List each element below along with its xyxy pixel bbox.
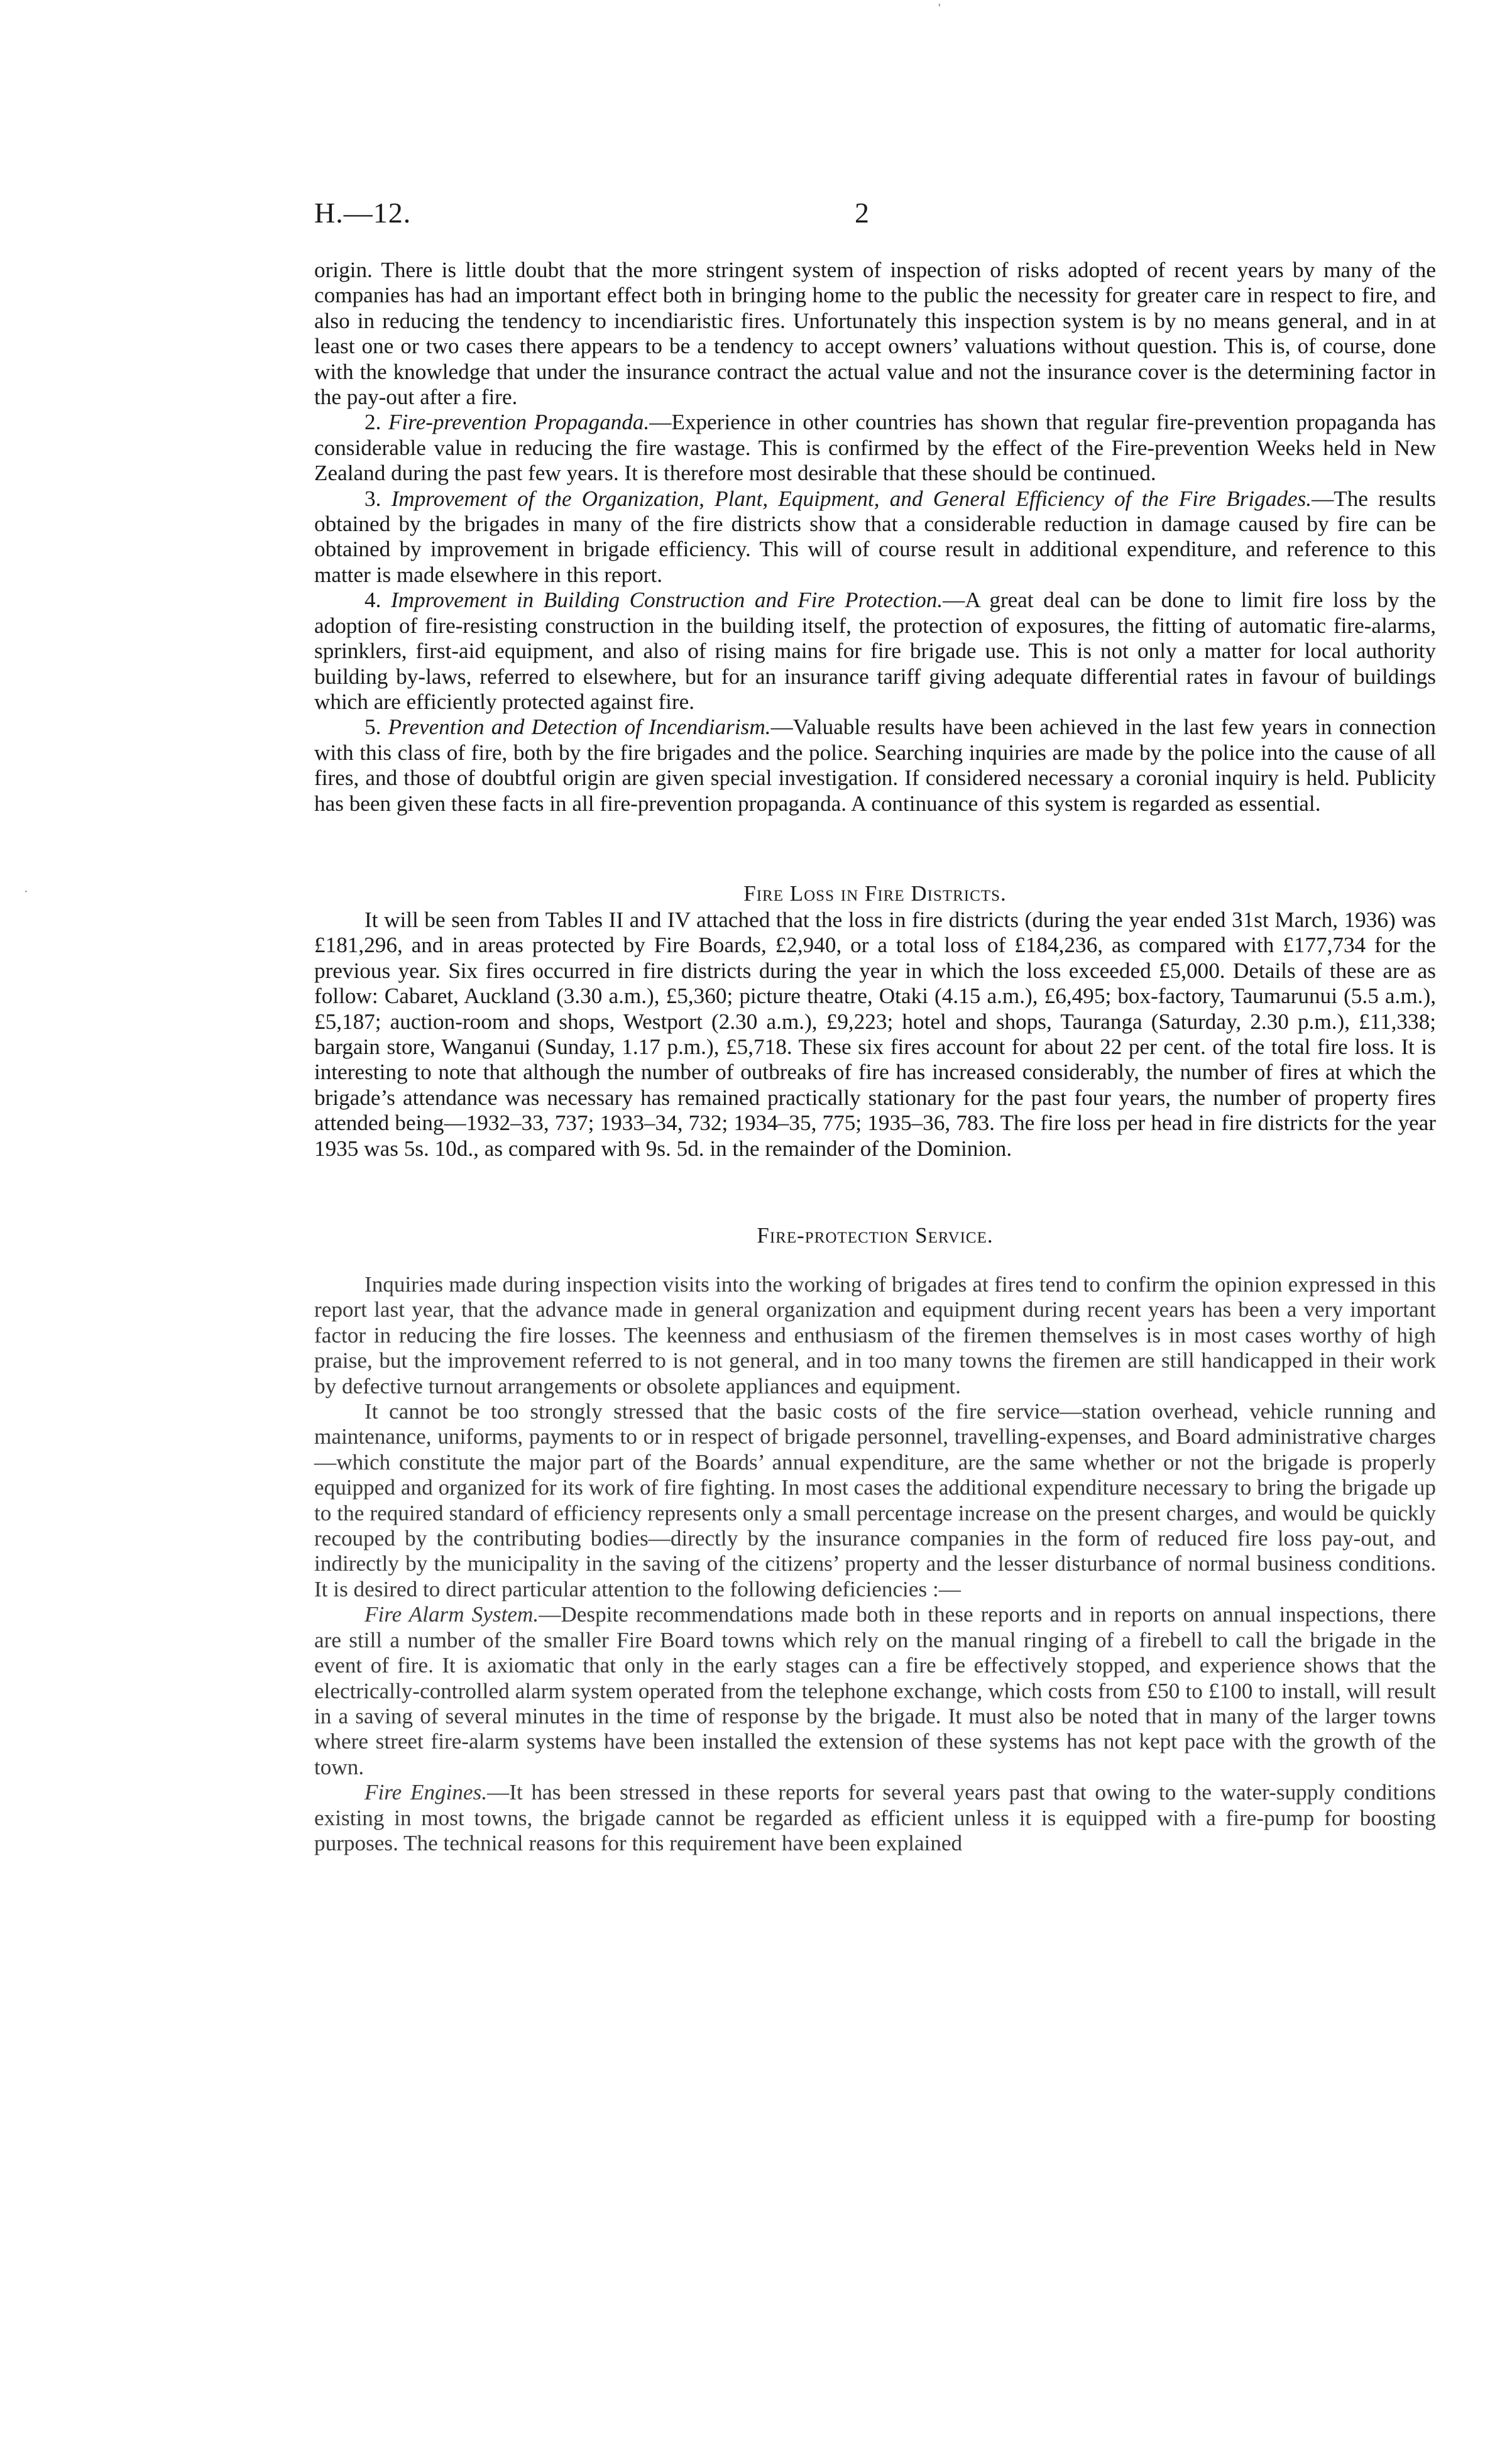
item-text: —The results obtained by the brigades in many of the fire districts show that a considerable reduction in damage caused by fire can be obtained by improvement in brigade efficiency. This will of course result in additional expenditure, and reference to this matter is made elsewhere in this report. [314, 486, 1436, 587]
paragraph-fire-loss: It will be seen from Tables II and IV attached that the loss in fire districts (during the year ended 31st March, 1936) was £181,296, and in areas protected by Fire Boards, £2,940, or a total loss of £184,236, as compared with £177,734 for the previous year. Six fires occurred in fire districts during the year in which the loss exceeded £5,000. Details of these are as follow: Cabaret, Auckland (3.30 a.m.), £5,360; picture theatre, Otaki (4.15 a.m.), £6,495; box-factory, Taumarunui (5.5 a.m.), £5,187; auction-room and shops, Westport (2.30 a.m.), £9,223; hotel and shops, Tauranga (Saturday, 2.30 p.m.), £11,338; bargain store, Wanganui (Sunday, 1.17 p.m.), £5,718. These six fires account for about 22 per cent. of the total fire loss. It is interesting to note that although the number of outbreaks of fire has increased considerably, the number of fires at which the brigade’s attendance was necessary has remained practically stationary for the past four years, the number of property fires attended being—1932–33, 737; 1933–34, 732; 1934–35, 775; 1935–36, 783. The fire loss per head in fire districts for the year 1935 was 5s. 10d., as compared with 9s. 5d. in the remainder of the Dominion. [314, 907, 1436, 1161]
page-header [314, 196, 1436, 246]
fire-engines-text: —It has been stressed in these reports for several years past that owing to the water-supply conditions existing in most towns, the brigade cannot be regarded as efficient unless it is equipped with a fire-pump for boosting purposes. The technical reasons for this requirement have been explained [314, 1780, 1436, 1855]
item-number: 2. [364, 410, 381, 435]
item-text: —Valuable results have been achieved in the last few years in connection with this class of fire, both by the fire brigades and the police. Searching inquiries are made by the police into the cause of all fires, and those of doubtful origin are given special investigation. If considered necessary a coronial inquiry is held. Publicity has been given these facts in all fire-prevention propaganda. A continuance of this system is regarded as essential. [314, 715, 1436, 816]
item-text: —Experience in other countries has shown that regular fire-prevention propaganda has considerable value in reducing the fire wastage. This is confirmed by the effect of the Fire-prevention Weeks held in New Zealand during the past few years. It is therefore most desirable that these should be continued. [314, 410, 1436, 486]
item-number: 5. [364, 715, 381, 740]
item-title: Improvement in Building Construction and Fire Protection. [390, 588, 943, 613]
subheading-fire-alarm: Fire Alarm System. [364, 1602, 539, 1627]
heading-fire-protection: Fire-protection Service. [757, 1223, 994, 1248]
paragraph-origin: origin. There is little doubt that the more stringent system of inspection of risks adopted of recent years by many of the companies has had an important effect both in bringing home to the public the necessity for greater care in respect to fire, and also in reducing the tendency to incendiaristic fires. Unfortunately this inspection system is by no means general, and in at least one or two cases there appears to be a tendency to accept owners’ valuations without question. This is, of course, done with the knowledge that under the insurance contract the actual value and not the insurance cover is the determining factor in the pay-out after a fire. [314, 258, 1436, 410]
item-text: —A great deal can be done to limit fire loss by the adoption of fire-resisting construction in the building itself, the protection of exposures, the fitting of automatic fire-alarms, sprinklers, first-aid equipment, and also of rising mains for fire brigade use. This is not only a matter for local authority building by-laws, referred to elsewhere, but for an insurance tariff giving adequate differential rates in favour of buildings which are efficiently protected against fire. [314, 588, 1437, 714]
numbered-item-3 [314, 486, 1436, 588]
heading-fire-loss: Fire Loss in Fire Districts. [743, 881, 1007, 906]
paragraph-fire-alarm [314, 1602, 1436, 1780]
numbered-item-4 [314, 588, 1436, 715]
paragraph-fire-engines [314, 1780, 1436, 1856]
item-title: Prevention and Detection of Incendiarism. [388, 715, 771, 740]
paragraph-inquiries: Inquiries made during inspection visits into the working of brigades at fires tend to confirm the opinion expressed in this report last year, that the advance made in general organization and equipment during recent years has been a very important factor in reducing the fire losses. The keenness and enthusiasm of the firemen themselves is in most cases worthy of high praise, but the improvement referred to is not general, and in too many towns the firemen are still handicapped in their work by defective turnout arrangements or obsolete appliances and equipment. [314, 1272, 1436, 1398]
fire-alarm-text: —Despite recommendations made both in these reports and in reports on annual inspections, there are still a number of the smaller Fire Board towns which rely on the manual ringing of a firebell to call the brigade in the event of fire. It is axiomatic that only in the early stages can a fire be effectively stopped, and experience shows that the electrically-controlled alarm system operated from the telephone exchange, which costs from £50 to £100 to install, will result in a saving of several minutes in the time of response by the brigade. It must also be noted that in many of the larger towns where street fire-alarm systems have been installed the extension of these systems has not kept pace with the growth of the town. [314, 1602, 1436, 1779]
numbered-item-2 [314, 410, 1436, 486]
scan-mark-left: · [24, 885, 28, 899]
subheading-fire-engines: Fire Engines. [364, 1780, 488, 1805]
item-number: 4. [364, 588, 381, 613]
report-reference: H.—12. [314, 197, 412, 229]
page-number: 2 [855, 197, 869, 229]
body-text [314, 258, 1436, 1856]
numbered-item-5 [314, 715, 1436, 816]
item-number: 3. [364, 486, 381, 511]
item-title: Improvement of the Organization, Plant, Equipment, and General Efficiency of the Fire Brigades. [391, 486, 1312, 511]
paragraph-basic-costs: It cannot be too strongly stressed that the basic costs of the fire service—station overhead, vehicle running and maintenance, uniforms, payments to or in respect of brigade personnel, travelling-expenses, and Board administrative charges—which constitute the major part of the Boards’ annual expenditure, are the same whether or not the brigade is properly equipped and organized for its work of fire fighting. In most cases the additional expenditure necessary to bring the brigade up to the required standard of efficiency represents only a small percentage increase on the present charges, and would be quickly recouped by the contributing bodies—directly by the insurance companies in the form of reduced fire loss pay-out, and indirectly by the municipality in the saving of the citizens’ property and the lesser disturbance of normal business conditions. It is desired to direct particular attention to the following deficiencies :— [314, 1399, 1436, 1601]
item-title: Fire-prevention Propaganda. [388, 410, 650, 435]
scan-mark-top: ' [938, 1, 941, 15]
